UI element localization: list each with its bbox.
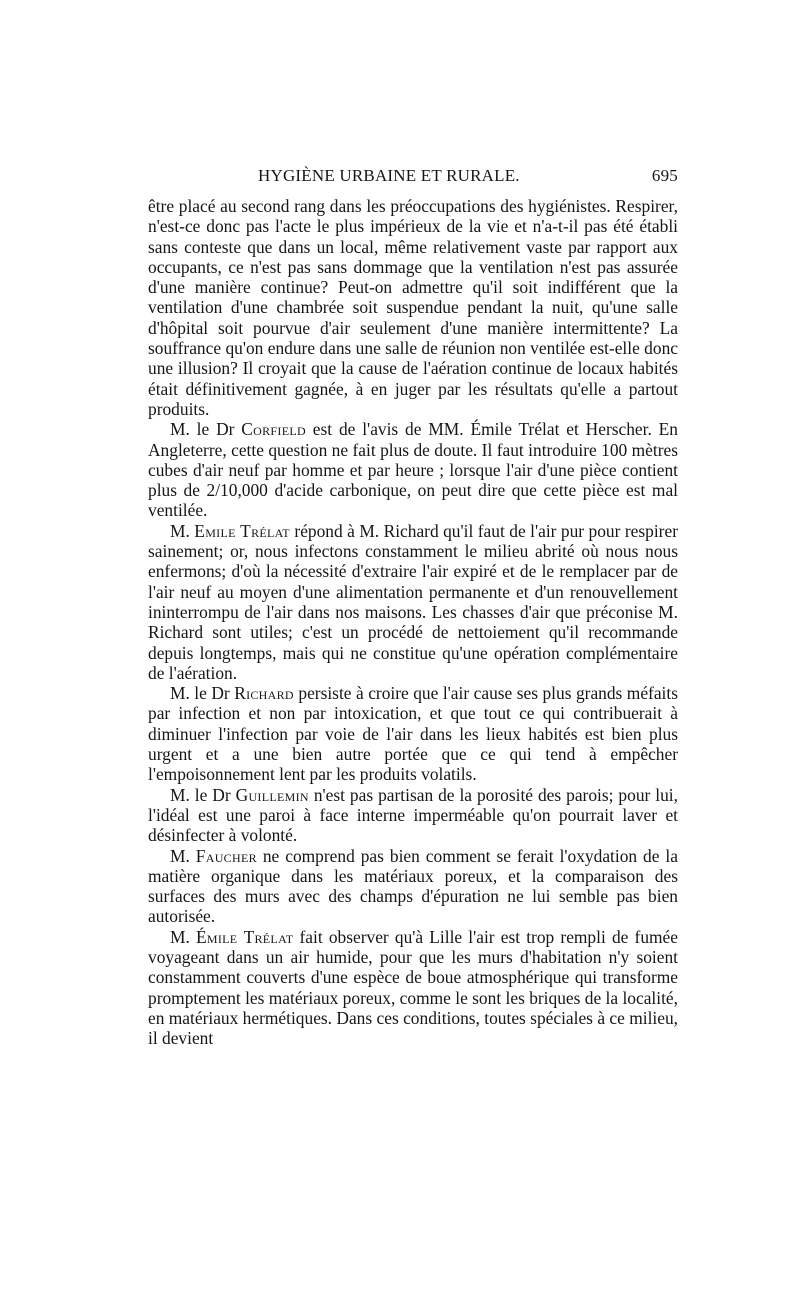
page-number: 695 xyxy=(651,166,678,185)
body-text xyxy=(148,196,678,1048)
paragraph-text: ne comprend pas bien comment se ferait l'oxydation de la matière organique dans les matériaux poreux, et la comparaison des surfaces des murs avec des champs d'épuration ne lui semble pas bien autorisée. xyxy=(148,845,678,927)
speaker-name: Richard xyxy=(234,683,294,704)
paragraph-text: est de l'avis de MM. Émile Trélat et Herscher. En Angleterre, cette question ne fait plus de doute. Il faut introduire 100 mètres cubes d'air neuf par homme et par heure ; lorsque l'air d'une pièce contient plus de 2/10,000 d'acide carbonique, on peut dire que cette pièce est mal ventilée. xyxy=(148,419,678,521)
speaker-name: Émile Trélat xyxy=(195,926,294,947)
running-header xyxy=(148,162,678,192)
paragraph-text: persiste à croire que l'air cause ses plus grands méfaits par infection et non par intoxication, et que tout ce qui contribuerait à diminuer l'infection par voie de l'air dans les lieux habités est bien plus urgent et a une bien autre portée que ce qui tend à empêcher l'empoisonnement lent par les produits volatils. xyxy=(148,683,678,785)
paragraph-guillemin xyxy=(148,785,678,846)
speaker-name: Corfield xyxy=(241,419,306,440)
speaker-prefix: M. le Dr xyxy=(170,683,235,704)
paragraph-1-text: être placé au second rang dans les préoccupations des hygiénistes. Respirer, n'est-ce donc pas l'acte le plus impérieux de la vie et n'a-t-il pas été établi sans conteste que dans un local, même relativement vaste par rapport aux occupants, ce n'est pas sans dommage que la ventilation n'est pas assurée d'une manière continue? Peut-on admettre qu'il soit indifférent que la ventilation d'une chambrée soit suspendue pendant la nuit, qu'une salle d'hôpital soit pourvue d'air seulement d'une manière intermittente? La souffrance qu'on endure dans une salle de réunion non ventilée est-elle donc une illusion? Il croyait que la cause de l'aération continue de locaux habités était définitivement gagnée, à en juger par les résultats qu'elle a partout produits. xyxy=(148,196,678,419)
speaker-prefix: M. xyxy=(170,845,196,866)
speaker-prefix: M. xyxy=(170,520,195,541)
speaker-prefix: M. le Dr xyxy=(170,419,242,440)
paragraph-1 xyxy=(148,196,678,419)
speaker-name: Guillemin xyxy=(235,784,309,805)
speaker-name: Faucher xyxy=(195,845,257,866)
paragraph-text: répond à M. Richard qu'il faut de l'air pur pour respirer sainement; or, nous infectons constamment le milieu abrité où nous nous enfermons; d'où la nécessité d'extraire l'air expiré et de le remplacer par de l'air neuf au moyen d'une alimentation permanente et d'un renouvellement ininterrompu de l'air dans nos maisons. Les chasses d'air que préconise M. Richard sont utiles; c'est un procédé de nettoiement qu'il recommande depuis longtemps, mais qui ne constitue qu'une opération complémentaire de l'aération. xyxy=(148,520,678,683)
paragraph-richard xyxy=(148,683,678,784)
paragraph-text: fait observer qu'à Lille l'air est trop rempli de fumée voyageant dans un air humide, pour que les murs d'habitation n'y soient constamment couverts d'une espèce de boue atmosphérique qui transforme promptement les matériaux poreux, comme le sont les briques de la localité, en matériaux hermétiques. Dans ces conditions, toutes spéciales à ce milieu, il devient xyxy=(148,926,678,1049)
running-title: HYGIÈNE URBAINE ET RURALE. xyxy=(258,166,520,185)
paragraph-text: n'est pas partisan de la porosité des parois; pour lui, l'idéal est une paroi à face interne imperméable qu'on pourrait laver et désinfecter à volonté. xyxy=(148,784,678,846)
book-page xyxy=(148,162,678,1048)
speaker-prefix: M. le Dr xyxy=(170,784,236,805)
paragraph-corfield xyxy=(148,419,678,520)
paragraph-faucher xyxy=(148,846,678,927)
speaker-prefix: M. xyxy=(170,926,196,947)
paragraph-trelat-1 xyxy=(148,521,678,683)
speaker-name: Emile Trélat xyxy=(194,520,290,541)
paragraph-trelat-2 xyxy=(148,927,678,1049)
